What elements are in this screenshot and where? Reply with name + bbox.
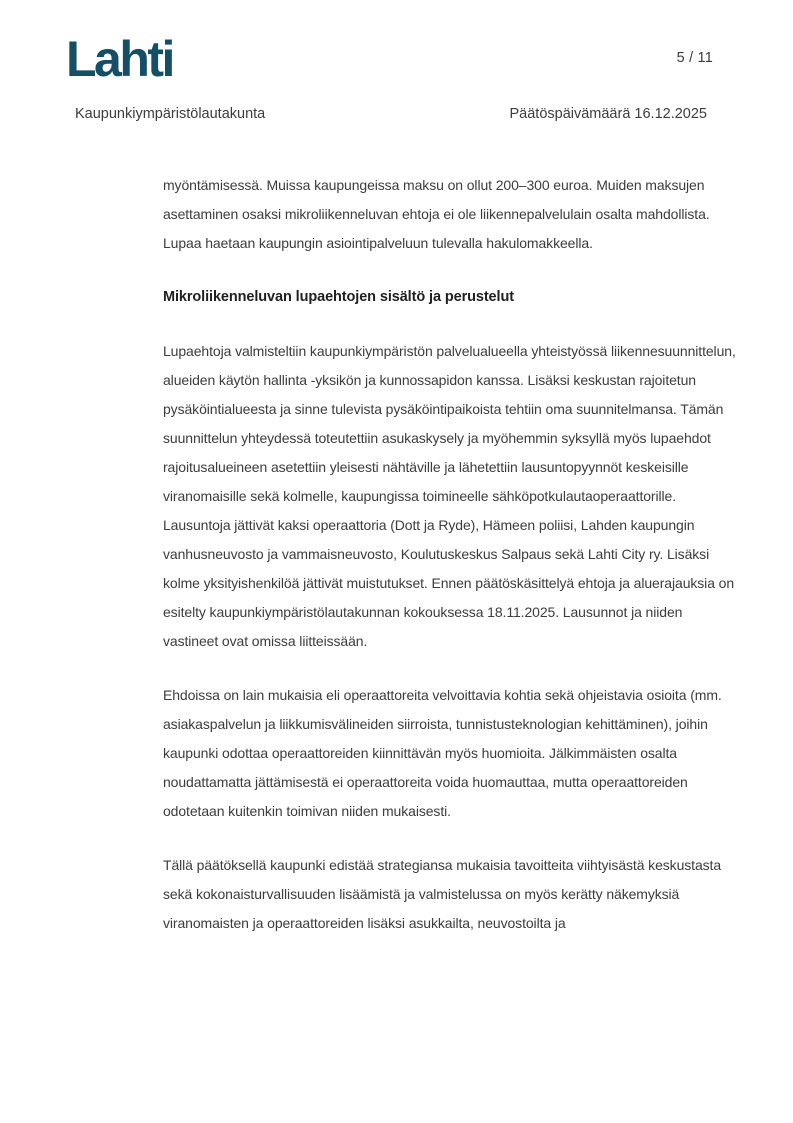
page-number: 5 / 11 (676, 50, 713, 66)
paragraph-intro: myöntämisessä. Muissa kaupungeissa maksu on ollut 200–300 euroa. Muiden maksujen asettaminen osaksi mikroliikenneluvan ehtoja ei ole liikennepalvelulain osalta mahdollista. Lupaa haetaan kaupungin asiointipalveluun tulevalla hakulomakkeella. (163, 177, 710, 251)
section-heading: Mikroliikenneluvan lupaehtojen sisältö ja perustelut (163, 289, 514, 305)
paragraph-strategy: Tällä päätöksellä kaupunki edistää strategiansa mukaisia tavoitteita viihtyisästä keskustasta sekä kokonaisturvallisuuden lisäämistä ja valmistelussa on myös kerätty näkemyksiä viranomaisten ja operaattoreiden lisäksi asukkailta, neuvostoilta ja (163, 857, 722, 931)
lahti-logo: Lahti (66, 31, 173, 87)
paragraph-preparation: Lupaehtoja valmisteltiin kaupunkiympäristön palvelualueella yhteistyössä liikennesuunnittelun, alueiden käytön hallinta -yksikön ja kunnossapidon kanssa. Lisäksi keskustan rajoitetun pysäköintialueesta ja sinne tulevista pysäköintipaikoista tehtiin oma suunnitelmansa. Tämän suunnittelun yhteydessä toteutettiin asukaskysely ja myöhemmin syksyllä myös lupaehdot rajoitusalueineen asetettiin yleisesti nähtäville ja lähetettiin lausuntopyynnöt keskeisille viranomaisille sekä kolmelle, kaupungissa toimineelle sähköpotkulautaoperaattorille. Lausuntoja jättivät kaksi operaattoria (Dott ja Ryde), Hämeen poliisi, Lahden kaupungin vanhusneuvosto ja vammaisneuvosto, Koulutuskeskus Salpaus sekä Lahti City ry. Lisäksi kolme yksityishenkilöä jättivät muistutukset. Ennen päätöskäsittelyä ehtoja ja aluerajauksia on esitelty kaupunkiympäristölautakunnan kokouksessa 18.11.2025. Lausunnot ja niiden vastineet ovat omissa liitteissään. (163, 343, 736, 649)
committee-name: Kaupunkiympäristölautakunta (75, 106, 266, 122)
paragraph-conditions: Ehdoissa on lain mukaisia eli operaattoreita velvoittavia kohtia sekä ohjeistavia osioita (mm. asiakaspalvelun ja liikkumisvälineiden siirroista, tunnistusteknologian kehittäminen), joihin kaupunki odottaa operaattoreiden kiinnittävän myös huomioita. Jälkimmäisten osalta noudattamatta jättämisestä ei operaattoreita voida huomauttaa, mutta operaattoreiden odotetaan kuitenkin toimivan niiden mukaisesti. (163, 687, 722, 819)
decision-date: Päätöspäivämäärä 16.12.2025 (509, 106, 707, 122)
document-body (163, 171, 741, 963)
